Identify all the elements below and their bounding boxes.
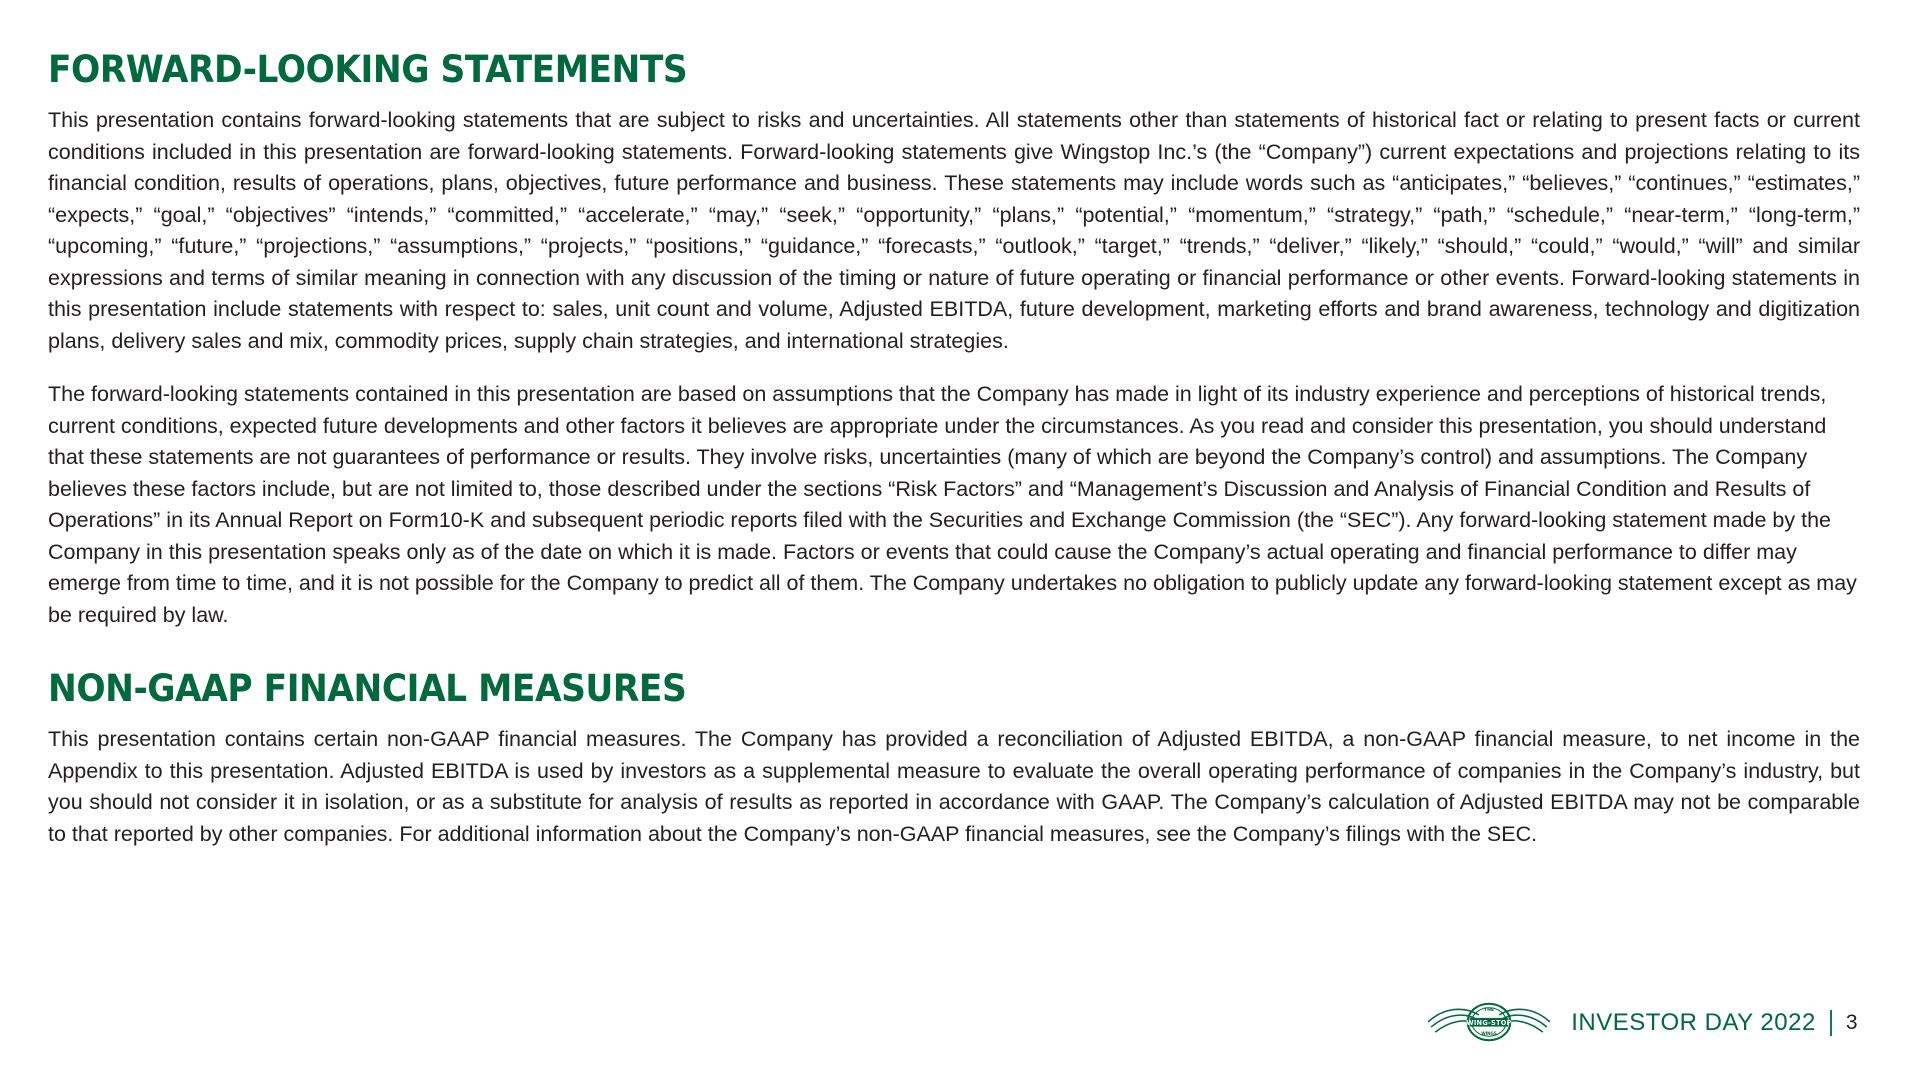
paragraph: The forward-looking statements contained in this presentation are based on assumptions that the Company has made in light of its industry experience and perceptions of historical trends, current conditions, expected future developments and other factors it believes are appropriate under the circumstances. As you read and consider this presentation, you should understand that these statements are not guarantees of performance or results. They involve risks, uncertainties (many of which are beyond the Company’s control) and assumptions. The Company believes these factors include, but are not limited to, those described under the sections “Risk Factors” and “Management’s Discussion and Analysis of Financial Condition and Results of Operations” in its Annual Report on Form10-K and subsequent periodic reports filed with the Securities and Exchange Commission (the “SEC”). Any forward-looking statement made by the Company in this presentation speaks only as of the date on which it is made. Factors or events that could cause the Company’s actual operating and financial performance to differ may emerge from time to time, and it is not possible for the Company to predict all of them. The Company undertakes no obligation to publicly update any forward-looking statement except as may be required by law. bbox=[48, 382, 1857, 627]
event-label: INVESTOR DAY 2022 bbox=[1571, 1009, 1816, 1036]
section-non-gaap-financial-measures bbox=[48, 667, 1860, 850]
slide-footer bbox=[1423, 992, 1858, 1054]
section-title: NON-GAAP FINANCIAL MEASURES bbox=[48, 667, 687, 710]
footer-event bbox=[1571, 1009, 1858, 1037]
page-number: 3 bbox=[1845, 1011, 1858, 1034]
footer-divider bbox=[1830, 1010, 1832, 1036]
wingstop-logo-icon bbox=[1423, 992, 1555, 1054]
paragraph: This presentation contains forward-looking statements that are subject to risks and uncertainties. All statements other than statements of historical fact or relating to present facts or current conditions included in this presentation are forward-looking statements. Forward-looking statements give Wingstop Inc.’s (the “Company”) current expectations and projections relating to its financial condition, results of operations, plans, objectives, future performance and business. These statements may include words such as “anticipates,” “believes,” “continues,” “estimates,” “expects,” “goal,” “objectives” “intends,” “committed,” “accelerate,” “may,” “seek,” “opportunity,” “plans,” “potential,” “momentum,” “strategy,” “path,” “schedule,” “near-term,” “long-term,” “upcoming,” “future,” “projections,” “assumptions,” “projects,” “positions,” “guidance,” “forecasts,” “outlook,” “target,” “trends,” “deliver,” “likely,” “should,” “could,” “would,” “will” and similar expressions and terms of similar meaning in connection with any discussion of the timing or nature of future operating or financial performance or other events. Forward-looking statements in this presentation include statements with respect to: sales, unit count and volume, Adjusted EBITDA, future development, marketing efforts and brand awareness, technology and digitization plans, delivery sales and mix, commodity prices, supply chain strategies, and international strategies. bbox=[48, 108, 1860, 353]
svg-text:THE: THE bbox=[1484, 1007, 1495, 1013]
svg-text:WINGS: WINGS bbox=[1481, 1031, 1497, 1037]
section-forward-looking-statements bbox=[48, 48, 1860, 631]
page-title: FORWARD-LOOKING STATEMENTS bbox=[48, 48, 688, 91]
svg-text:WING-STOP: WING-STOP bbox=[1466, 1018, 1512, 1027]
paragraph: This presentation contains certain non-GAAP financial measures. The Company has provided a reconciliation of Adjusted EBITDA, a non-GAAP financial measure, to net income in the Appendix to this presentation. Adjusted EBITDA is used by investors as a supplemental measure to evaluate the overall operating performance of companies in the Company’s industry, but you should not consider it in isolation, or as a substitute for analysis of results as reported in accordance with GAAP. The Company’s calculation of Adjusted EBITDA may not be comparable to that reported by other companies. For additional information about the Company’s non-GAAP financial measures, see the Company’s filings with the SEC. bbox=[48, 727, 1860, 846]
